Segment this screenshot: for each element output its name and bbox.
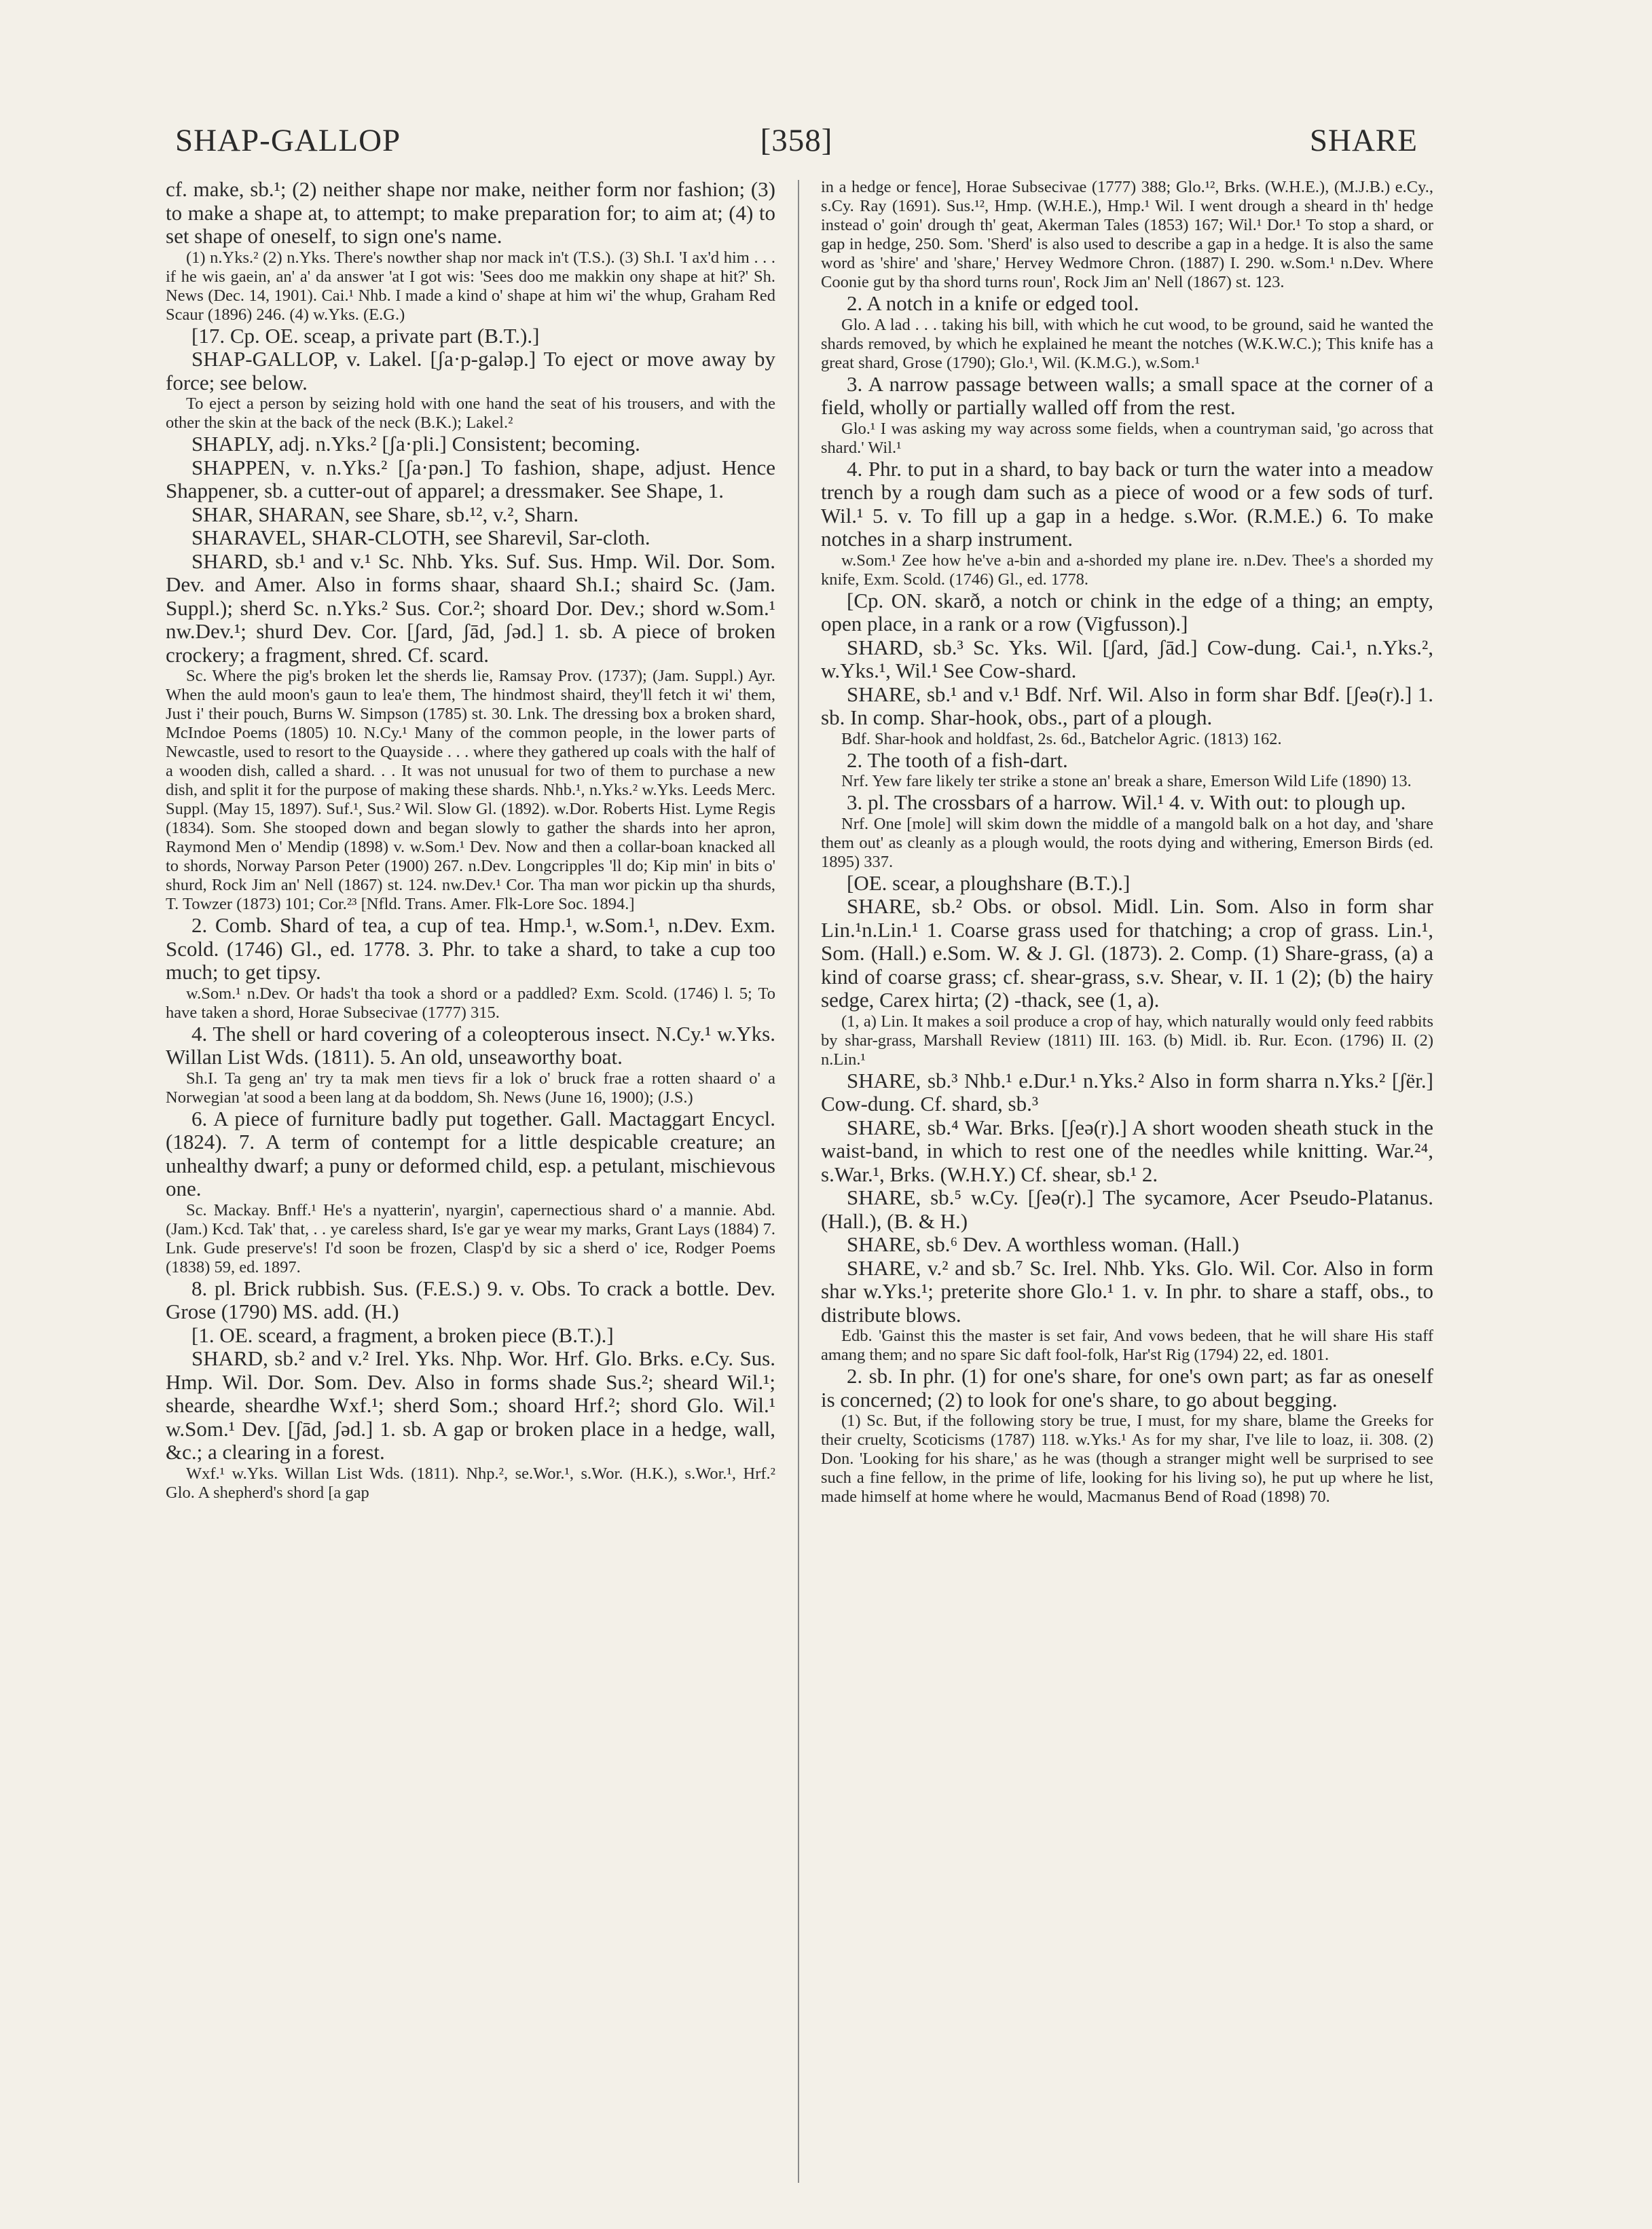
entry-shard-2: SHARD, sb.² and v.² Irel. Yks. Nhp. Wor. Hrf. Glo. Brks. e.Cy. Sus. Hmp. Wil. Dor. Som. Dev. Also in forms shade Sus.²; sheard Wil.¹; shearde, sheardhe Wxf.¹; sherd Som.; shoard Hrf.²; shord Glo. Wil.¹ w.Som.¹ Dev. [ʃād, ʃəd.] 1. sb. A gap or broken place in a hedge, wall, &c.; a clearing in a forest. xyxy=(166,1346,775,1464)
quotation-text: Bdf. Shar-hook and holdfast, 2s. 6d., Batchelor Agric. (1813) 162. xyxy=(841,729,1282,748)
sense-text: 4. The shell or hard covering of a coleopterous insect. N.Cy.¹ w.Yks. Willan List Wds. (1811). 5. An old, unseaworthy boat. xyxy=(166,1021,775,1069)
entry-shaply: SHAPLY, adj. n.Yks.² [ʃa·pli.] Consistent; becoming. xyxy=(191,432,640,456)
entry-shard-3: SHARD, sb.³ Sc. Yks. Wil. [ʃard, ʃād.] Cow-dung. Cai.¹, n.Yks.², w.Yks.¹, Wil.¹ See Cow-shard. xyxy=(821,635,1433,682)
sense-text: 4. Phr. to put in a shard, to bay back or turn the water into a meadow trench by a rough dam such as a piece of wood or a few sods of turf. Wil.¹ 5. v. To fill up a gap in a hedge. s.Wor. (R.M.E.) 6. To make notches in a sharp instrument. xyxy=(821,456,1433,551)
etymology-text: [1. OE. sceard, a fragment, a broken piece (B.T.).] xyxy=(191,1323,614,1347)
quotation-text: Sh.I. Ta geng an' try ta mak men tievs fir a lok o' bruck frae a rotten shaard o' a Norwegian 'at sood a been lang at da boddom, Sh. News (June 16, 1900); (J.S.) xyxy=(166,1069,775,1107)
column-divider xyxy=(798,180,799,2183)
etymology-text: [Cp. ON. skarð, a notch or chink in the edge of a thing; an empty, open place, in a rank or a row (Vigfusson).] xyxy=(821,588,1433,635)
quotation-text: Glo.¹ I was asking my way across some fields, when a countryman said, 'go across that shard.' Wil.¹ xyxy=(821,419,1433,457)
entry-share-2: SHARE, sb.² Obs. or obsol. Midl. Lin. Som. Also in form shar Lin.¹n.Lin.¹ 1. Coarse grass used for thatching; a crop of grass. Lin.¹, Som. (Hall.) e.Som. W. & J. Gl. (1873). 2. Comp. (1) Share-grass, (a) a kind of coarse grass; cf. shear-grass, s.v. Shear, v. II. 1 (2); (b) the hairy sedge, Carex hirta; (2) -thack, see (1, a). xyxy=(821,894,1433,1012)
quotation-text: in a hedge or fence], Horae Subsecivae (1777) 388; Glo.¹², Brks. (W.H.E.), (M.J.B.) e.Cy., s.Cy. Ray (1691). Sus.¹², Hmp. (W.H.E.), Hmp.¹ Wil. I went drough a sheard in th' hedge instead o' goin' drough th' geat, Akerman Tales (1853) 167; Wil.¹ Dor.¹ To stop a shard, or gap in hedge, 250. Som. 'Sherd' is also used to describe a gap in a hedge. It is also the same word as 'shire' and 'share,' Hervey Wedmore Chron. (1887) I. 290. w.Som.¹ n.Dev. Where Coonie gut by tha shord turns roun', Rock Jim an' Nell (1867) st. 123. xyxy=(821,178,1433,291)
entry-share-4: SHARE, sb.⁴ War. Brks. [ʃeə(r).] A short wooden sheath stuck in the waist-band, in which to rest one of the needles while knitting. War.²⁴, s.War.¹, Brks. (W.H.Y.) Cf. shear, sb.¹ 2. xyxy=(821,1115,1433,1186)
sense-text: 2. The tooth of a fish-dart. xyxy=(847,748,1068,772)
quotation-text: (1, a) Lin. It makes a soil produce a crop of hay, which naturally would only feed rabbits by shar-grass, Marshall Review (1811) III. 163. (b) Midl. ib. Rur. Econ. (1796) II. (2) n.Lin.¹ xyxy=(821,1012,1433,1069)
entry-text: cf. make, sb.¹; (2) neither shape nor make, neither form nor fashion; (3) to make a shape at, to attempt; to make preparation for; to aim at; (4) to set shape of oneself, to sign one's name. xyxy=(166,178,775,248)
quotation-text: Glo. A lad . . . taking his bill, with which he cut wood, to be ground, said he wanted the shards removed, by which he explained he meant the notches (W.K.W.C.); This knife has a great shard, Grose (1790); Glo.¹, Wil. (K.M.G.), w.Som.¹ xyxy=(821,315,1433,372)
entry-shar: SHAR, SHARAN, see Share, sb.¹², v.², Sharn. xyxy=(191,502,579,526)
right-column xyxy=(821,178,1433,2188)
quotation-text: Sc. Mackay. Bnff.¹ He's a nyatterin', nyargin', capernectious shard o' a mannie. Abd. (Jam.) Kcd. Tak' that, . . ye careless shard, Is'e gar ye wear my marks, Grant Lays (1884) 7. Lnk. Gude preserve's! I'd soon be frozen, Clasp'd by sic a sherd o' ice, Rodger Poems (1838) 59, ed. 1897. xyxy=(166,1200,775,1276)
entry-shap-gallop: SHAP-GALLOP, v. Lakel. [ʃa·p-galəp.] To eject or move away by force; see below. xyxy=(166,347,775,394)
quotation-text: Sc. Where the pig's broken let the sherds lie, Ramsay Prov. (1737); (Jam. Suppl.) Ayr. When the auld moon's gaun to lea'e them, The hindmost shaird, they'll fetch it wi' them, Just i' their pouch, Burns W. Simpson (1785) st. 30. Lnk. The dressing box a broken shard, McIndoe Poems (1805) 10. N.Cy.¹ Many of the common people, in the lower parts of Newcastle, used to resort to the Quayside . . . where they gathered up coals with the half of a wooden dish, called a shard. . . It was not unusual for two of them to purchase a new dish, and split it for the purpose of making these shards. Nhb.¹, n.Yks.² w.Yks. Leeds Merc. Suppl. (May 15, 1897). Suf.¹, Sus.² Wil. Slow Gl. (1892). w.Dor. Roberts Hist. Lyme Regis (1834). Som. She stooped down and began slowly to gather the shards into her apron, Raymond Men o' Mendip (1898) v. w.Som.¹ Dev. Now and then a collar-boan knacked all to shords, Norway Parson Peter (1900) 267. n.Dev. Longcripples 'll do; Kip min' in bits o' shurd, Rock Jim an' Nell (1867) st. 124. nw.Dev.¹ Cor. Tha man wor pickin up tha shurds, T. Towzer (1873) 101; Cor.²³ [Nfld. Trans. Amer. Flk-Lore Soc. 1894.] xyxy=(166,667,775,913)
left-column xyxy=(166,178,775,2188)
quotation-text: (1) n.Yks.² (2) n.Yks. There's nowther shap nor mack in't (T.S.). (3) Sh.I. 'I ax'd him . . . if he wis gaein, an' a' da answer 'at I got wis: 'Sees doo me makkin ony shape at hit?' Sh. News (Dec. 14, 1901). Cai.¹ Nhb. I made a kind o' shape at him wi' the whup, Graham Red Scaur (1896) 246. (4) w.Yks. (E.G.) xyxy=(166,248,775,324)
sense-text: 6. A piece of furniture badly put together. Gall. Mactaggart Encycl. (1824). 7. A term of contempt for a little despicable creature; an unhealthy dwarf; a puny or deformed child, esp. a petulant, mischievous one. xyxy=(166,1106,775,1200)
entry-share-7: SHARE, v.² and sb.⁷ Sc. Irel. Nhb. Yks. Glo. Wil. Cor. Also in form shar w.Yks.¹; preterite shore Glo.¹ 1. v. In phr. to share a staff, obs., to distribute blows. xyxy=(821,1255,1433,1327)
sense-text: 8. pl. Brick rubbish. Sus. (F.E.S.) 9. v. Obs. To crack a bottle. Dev. Grose (1790) MS. add. (H.) xyxy=(166,1276,775,1323)
entry-share-6: SHARE, sb.⁶ Dev. A worthless woman. (Hall.) xyxy=(847,1232,1239,1256)
entry-shard-1: SHARD, sb.¹ and v.¹ Sc. Nhb. Yks. Suf. Sus. Hmp. Wil. Dor. Som. Dev. and Amer. Also in forms shaar, shaard Sh.I.; shaird Sc. (Jam. Suppl.); sherd Sc. n.Yks.² Sus. Cor.²; shoard Dor. Dev.; shord w.Som.¹ nw.Dev.¹; shurd Dev. Cor. [ʃard, ʃād, ʃəd.] 1. sb. A piece of broken crockery; a fragment, shred. Cf. scard. xyxy=(166,549,775,667)
entry-share-1: SHARE, sb.¹ and v.¹ Bdf. Nrf. Wil. Also in form shar Bdf. [ʃeə(r).] 1. sb. In comp. Shar-hook, obs., part of a plough. xyxy=(821,682,1433,729)
quotation-text: Nrf. One [mole] will skim down the middle of a mangold balk on a hot day, and 'share them out' as cleanly as a plough would, the roots dying and withering, Emerson Birds (ed. 1895) 337. xyxy=(821,814,1433,871)
etymology-text: [17. Cp. OE. sceap, a private part (B.T.).] xyxy=(191,323,540,348)
quotation-text: w.Som.¹ n.Dev. Or hads't tha took a shord or a paddled? Exm. Scold. (1746) l. 5; To have taken a shord, Horae Subsecivae (1777) 315. xyxy=(166,984,775,1022)
sense-text: 3. A narrow passage between walls; a small space at the corner of a field, wholly or partially walled off from the rest. xyxy=(821,371,1433,419)
page-header xyxy=(175,122,1418,170)
sense-text: 2. Comb. Shard of tea, a cup of tea. Hmp.¹, w.Som.¹, n.Dev. Exm. Scold. (1746) Gl., ed. 1778. 3. Phr. to take a shard, to take a cup too much; to get tipsy. xyxy=(166,913,775,984)
entry-shappen: SHAPPEN, v. n.Yks.² [ʃa·pən.] To fashion, shape, adjust. Hence Shappener, sb. a cutter-out of apparel; a dressmaker. See Shape, 1. xyxy=(166,455,775,502)
sense-text: 2. A notch in a knife or edged tool. xyxy=(847,291,1139,315)
quotation-text: Nrf. Yew fare likely ter strike a stone an' break a share, Emerson Wild Life (1890) 13. xyxy=(841,772,1412,790)
sense-text: 2. sb. In phr. (1) for one's share, for one's own part; as far as oneself is concerned; (2) to look for one's share, to go about begging. xyxy=(821,1364,1433,1412)
quotation-text: (1) Sc. But, if the following story be true, I must, for my share, blame the Greeks for their cruelty, Scoticisms (1787) 118. w.Yks.¹ As for my shar, I've lile to loaz, ii. 308. (2) Don. 'Looking for his share,' as he was (though a stranger might well be surprised to see such a fine fellow, in the prime of life, looking for his living so), he put up where he list, made himself at home where he would, Macmanus Bend of Road (1898) 70. xyxy=(821,1412,1433,1506)
entry-share-3: SHARE, sb.³ Nhb.¹ e.Dur.¹ n.Yks.² Also in form sharra n.Yks.² [ʃër.] Cow-dung. Cf. shard, sb.³ xyxy=(821,1068,1433,1116)
page-number: [358] xyxy=(760,123,833,158)
quotation-text: w.Som.¹ Zee how he've a-bin and a-shorded my plane ire. n.Dev. Thee's a shorded my knife, Exm. Scold. (1746) Gl., ed. 1778. xyxy=(821,551,1433,589)
entry-share-5: SHARE, sb.⁵ w.Cy. [ʃeə(r).] The sycamore, Acer Pseudo-Platanus. (Hall.), (B. & H.) xyxy=(821,1185,1433,1233)
quotation-text: Edb. 'Gainst this the master is set fair, And vows bedeen, that he will share His staff amang them; and no spare Sic daft fool-folk, Har'st Rig (1794) 22, ed. 1801. xyxy=(821,1327,1433,1364)
running-head-left: SHAP-GALLOP xyxy=(175,123,401,158)
sense-text: 3. pl. The crossbars of a harrow. Wil.¹ 4. v. With out: to plough up. xyxy=(847,790,1406,814)
quotation-text: Wxf.¹ w.Yks. Willan List Wds. (1811). Nhp.², se.Wor.¹, s.Wor. (H.K.), s.Wor.¹, Hrf.² Glo. A shepherd's shord [a gap xyxy=(166,1464,775,1502)
entry-sharavel: SHARAVEL, SHAR-CLOTH, see Sharevil, Sar-cloth. xyxy=(191,526,650,549)
quotation-text: To eject a person by seizing hold with one hand the seat of his trousers, and with the other the skin at the back of the neck (B.K.); Lakel.² xyxy=(166,394,775,432)
running-head-right: SHARE xyxy=(1309,123,1418,158)
etymology-text: [OE. scear, a ploughshare (B.T.).] xyxy=(847,870,1131,895)
